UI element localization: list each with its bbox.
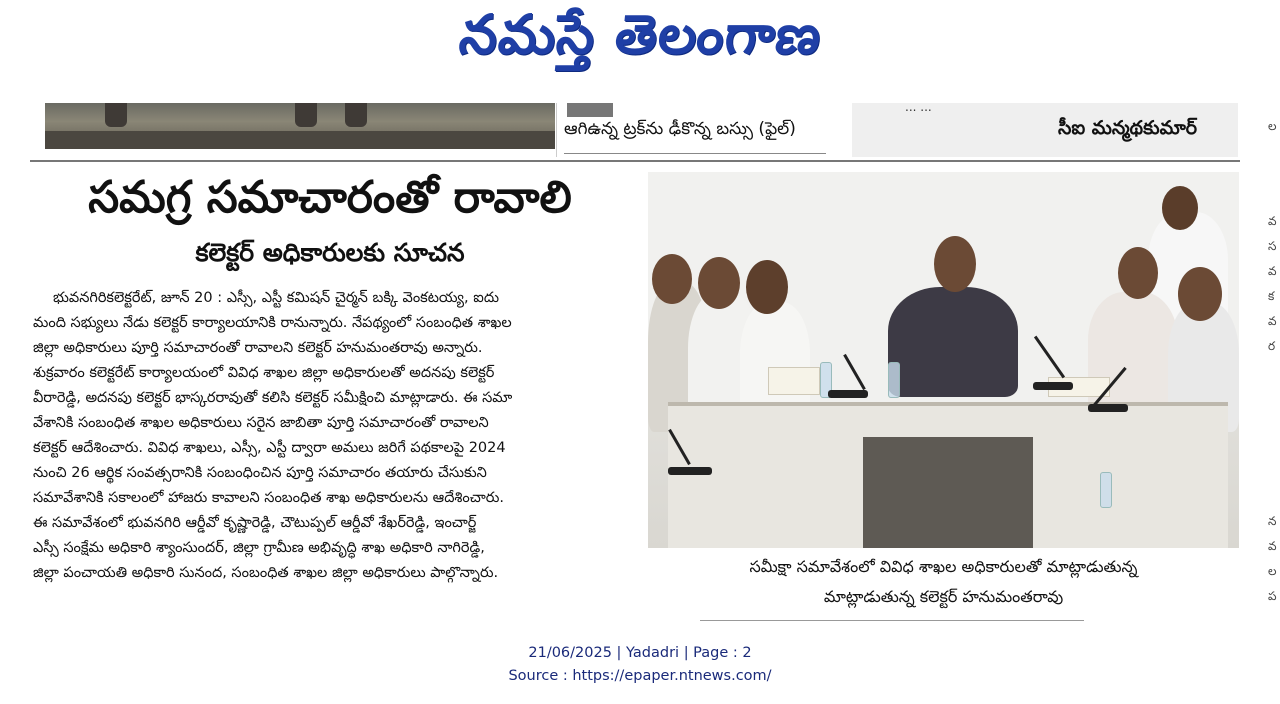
article-subheadline: కలెక్టర్ అధికారులకు సూచన bbox=[195, 238, 465, 267]
photo-head bbox=[652, 254, 692, 304]
photo-bottle bbox=[1100, 472, 1112, 508]
body-line: జిల్లా అధికారులు పూర్తి సమాచారంతో రావాలని కలెక్టర్ హనుమంతరావు అన్నారు. bbox=[33, 340, 483, 356]
photo-head bbox=[934, 236, 976, 292]
photo-head bbox=[746, 260, 788, 314]
photo-figure bbox=[295, 103, 317, 127]
article-body bbox=[33, 286, 627, 586]
photo-person-collector bbox=[888, 287, 1018, 397]
body-line: నుంచి 26 ఆర్థిక సంవత్సరానికి సంబంధించిన పూర్తి సమాచారం తయారు చేసుకుని bbox=[33, 465, 487, 481]
article-headline: సమగ్ర సమాచారంతో రావాలి bbox=[88, 172, 572, 223]
previous-story-photo bbox=[45, 103, 555, 149]
body-line: శుక్రవారం కలెక్టరేట్ కార్యాలయంలో వివిధ శాఖల జిల్లా అధికారులతో అదనపు కలెక్టర్ bbox=[33, 365, 495, 381]
clipped-char: స bbox=[1268, 239, 1277, 253]
clipped-char: ప bbox=[1268, 589, 1277, 603]
previous-story-byline: సీఐ మన్మథకుమార్ bbox=[1058, 117, 1198, 139]
body-line: భువనగిరికలెక్టరేట్, జూన్ 20 : ఎస్సీ, ఎస్టీ కమిషన్ చైర్మన్ బక్కి వెంకటయ్య, ఐదు bbox=[53, 290, 500, 306]
photo-microphone-base bbox=[1033, 382, 1073, 390]
photo-figure bbox=[345, 103, 367, 127]
previous-story-caption: ఆగిఉన్న ట్రక్‌ను ఢీకొన్న బస్సు (ఫైల్) bbox=[564, 119, 796, 139]
body-line: కలెక్టర్ ఆదేశించారు. వివిధ శాఖలు, ఎస్సీ, ఎస్టీ ద్వారా అమలు జరిగే పథకాలపై 2024 bbox=[33, 440, 506, 456]
clipped-char: వ bbox=[1268, 264, 1277, 278]
clipped-char: ర bbox=[1268, 339, 1276, 353]
photo-caption-line: మాట్లాడుతున్న కలెక్టర్ హనుమంతరావు bbox=[823, 587, 1064, 606]
clipped-char: వ bbox=[1268, 539, 1277, 553]
clipped-char: వ bbox=[1268, 314, 1277, 328]
body-line: ఎస్సీ సంక్షేమ అధికారి శ్యాంసుందర్, జిల్లా గ్రామీణ అభివృద్ధి శాఖ అధికారి నాగిరెడ్డి, bbox=[33, 540, 485, 556]
edition-info: 21/06/2025 | Yadadri | Page : 2 bbox=[528, 645, 752, 661]
section-divider bbox=[30, 160, 1240, 162]
caption-underline bbox=[700, 620, 1084, 621]
body-line: జిల్లా పంచాయతి అధికారి సునంద, సంబంధిత శాఖల జిల్లా అధికారులు పాల్గొన్నారు. bbox=[33, 565, 499, 581]
photo-figure bbox=[105, 103, 127, 127]
photo-table-center bbox=[863, 437, 1033, 548]
photo-head bbox=[1118, 247, 1158, 299]
cropped-photo-edge bbox=[567, 103, 613, 117]
source-link[interactable]: Source : https://epaper.ntnews.com/ bbox=[508, 668, 772, 684]
clipped-char: వ bbox=[1268, 214, 1277, 228]
photo-microphone-base bbox=[1088, 404, 1128, 412]
photo-caption-line: సమీక్షా సమావేశంలో వివిధ శాఖల అధికారులతో మాట్లాడుతున్న bbox=[749, 557, 1138, 576]
page-footer bbox=[0, 642, 1280, 688]
meeting-photo bbox=[648, 172, 1239, 548]
body-line: మంది సభ్యులు నేడు కలెక్టర్ కార్యాలయానికి రానున్నారు. నేపథ్యంలో సంబంధిత శాఖల bbox=[33, 315, 512, 331]
clipped-next-column bbox=[1268, 100, 1280, 620]
clipped-char: క bbox=[1268, 289, 1275, 303]
photo-head bbox=[1162, 186, 1198, 230]
body-line: సమావేశానికి సకాలంలో హాజరు కావాలని సంబంధిత శాఖ అధికారులను ఆదేశించారు. bbox=[33, 490, 504, 506]
newspaper-logo-title: నమస్తే తెలంగాణ bbox=[456, 2, 825, 66]
photo-head bbox=[1178, 267, 1222, 321]
photo-bottle bbox=[888, 362, 900, 398]
masthead bbox=[0, 0, 1280, 82]
body-line: వీరారెడ్డి, అదనపు కలెక్టర్ భాస్కరరావుతో కలిసి కలెక్టర్ సమీక్షించి మాట్లాడారు. ఈ సమా bbox=[33, 390, 513, 406]
photo-microphone-base bbox=[828, 390, 868, 398]
photo-caption bbox=[648, 552, 1239, 612]
photo-ground bbox=[45, 131, 555, 149]
body-line: వేశానికి సంబంధిత శాఖల అధికారులు సరైన జాబితా పూర్తి సమాచారంతో రావాలని bbox=[33, 415, 489, 431]
clipped-char: ల bbox=[1268, 119, 1277, 133]
photo-microphone-base bbox=[668, 467, 712, 475]
body-line: ఈ సమావేశంలో భువనగిరి ఆర్డీవో కృష్ణారెడ్డి, చౌటుప్పల్ ఆర్డీవో శేఖర్‌రెడ్డి, ఇంచార్జ్ bbox=[33, 515, 477, 531]
clipped-char: న bbox=[1268, 514, 1277, 528]
photo-files bbox=[768, 367, 820, 395]
clipped-char: ల bbox=[1268, 564, 1277, 578]
cropped-text-fragment: ... ... bbox=[905, 100, 932, 114]
photo-head bbox=[698, 257, 740, 309]
caption-underline bbox=[564, 153, 826, 154]
